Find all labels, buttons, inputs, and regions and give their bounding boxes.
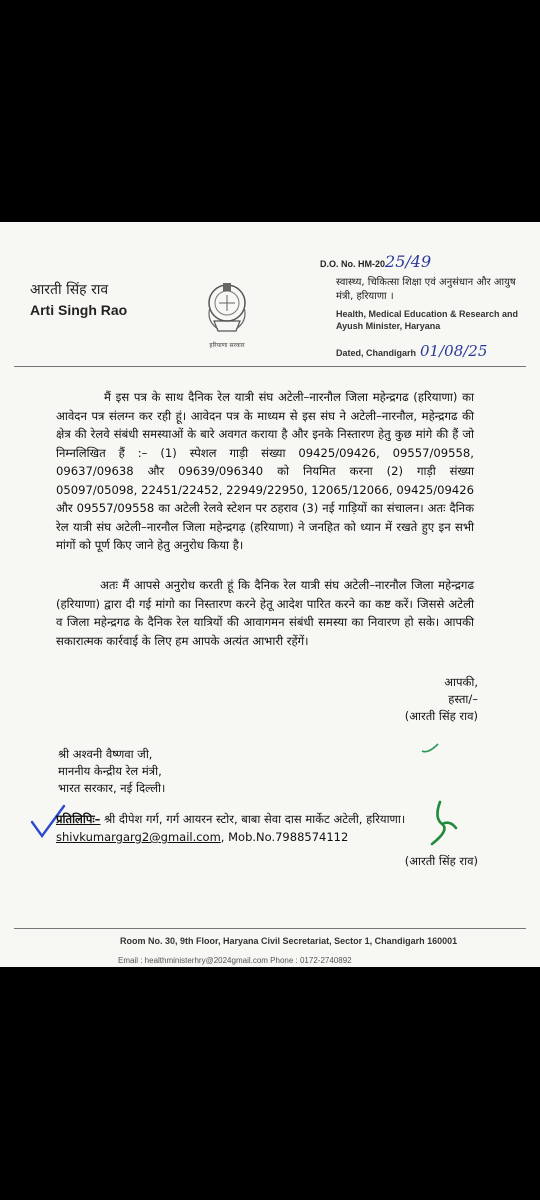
office-title-english: Health, Medical Education & Research and Ayush Minister, Haryana xyxy=(336,309,519,331)
letter-paragraph-1: मैं इस पत्र के साथ दैनिक रेल यात्री संघ अटेली–नारनौल जिला महेन्द्रगढ (हरियाणा) का आवेदन पत्र संलग्न कर रही हूं। आवेदन पत्र के माध्यम से इस संघ ने अटेली–नारनौल, महेन्द्रगढ की क्षेत्र की रेलवे संबंधी समस्याओं के बारे अवगत कराया है और इनके निस्तारण हेतु कुछ मांगे की हैं जो निम्नलिखित हैं :– (1) स्पेशल गाड़ी संख्या 09425/09426, 09557/09558, 09637/09638 और 09639/096340 को नियमित करना (2) गाड़ी संख्या 05097/05098, 22451/22452, 22949/22950, 12065/12066, 09425/09426 और 09557/09558 का अटेली रेलवे स्टेशन पर ठहराव (3) नई गाड़ियों का संचालन। अतः दैनिक रेल यात्री संघ अटेली–नारनौल जिला महेन्द्रगढ़ (हरियाणा) ने जनहित को ध्यान में रखते हुए इन सभी मांगों को पूर्ण किए जाने हेतु अनुरोध किया है। xyxy=(56,390,474,552)
copy-signature-name: (आरती सिंह राव) xyxy=(404,854,478,868)
addressee-line: श्री अश्वनी वैष्णवा जी, xyxy=(58,747,153,761)
footer-divider xyxy=(14,928,526,929)
letter-paragraph-2: अतः मैं आपसे अनुरोध करती हूं कि दैनिक रेल यात्री संघ अटेली–नारनौल जिला महेन्द्रगढ (हरियाणा) द्वारा दी गई मांगो का निस्तारण करने हेतू आदेश पारित करने का कष्ट करें। जिससे अटेली व जिला महेन्द्रगढ के दैनिक रेल यात्रियों की आवागमन संबंधी समस्या का निवारण हो सके। आपकी सकारात्मक कार्रवाई के लिए हम आपके अत्यंत आभारी रहेंगें। xyxy=(56,578,474,648)
dated-label: Dated, Chandigarh xyxy=(336,348,417,358)
copy-to-mobile: , Mob.No.7988574112 xyxy=(220,830,349,844)
copy-to-text: श्री दीपेश गर्ग, गर्ग आयरन स्टोर, बाबा सेवा दास मार्केट अटेली, हरियाणा। xyxy=(100,812,406,826)
addressee-block xyxy=(58,746,165,797)
signoff-block xyxy=(405,674,478,725)
sender-name-english: Arti Singh Rao xyxy=(30,302,128,318)
signoff-closing: आपकी, xyxy=(444,675,478,689)
office-title-hindi: स्वास्थ्य, चिकित्सा शिक्षा एवं अनुसंधान और आयुष मंत्री, हरियाणा । xyxy=(336,277,516,302)
copy-to-label: प्रतिलिपिः– xyxy=(56,812,101,826)
signoff-sign: हस्ता/– xyxy=(448,692,478,706)
footer-address: Room No. 30, 9th Floor, Haryana Civil Secretariat, Sector 1, Chandigarh 160001 xyxy=(120,936,458,946)
reference-handwritten: 25/49 xyxy=(385,252,432,271)
green-signature-icon xyxy=(420,798,460,848)
dated-line xyxy=(336,342,487,360)
sender-name-hindi: आरती सिंह राव xyxy=(30,282,109,298)
haryana-emblem xyxy=(196,277,258,357)
addressee-line: भारत सरकार, नई दिल्ली। xyxy=(58,781,166,795)
signoff-name: (आरती सिंह राव) xyxy=(404,709,478,723)
dated-handwritten: 01/08/25 xyxy=(420,342,488,360)
emblem-caption: हरियाणा सरकार xyxy=(209,342,245,349)
reference-label: D.O. No. HM-20 xyxy=(320,259,386,269)
footer-contact: Email : healthministerhry@2024gmail.com Phone : 0172-2740892 xyxy=(118,956,352,965)
addressee-line: माननीय केन्द्रीय रेल मंत्री, xyxy=(58,764,162,778)
letter-document xyxy=(0,222,540,967)
reference-number xyxy=(320,252,431,271)
header-divider xyxy=(14,366,526,367)
copy-to-email[interactable]: shivkumargarg2@gmail.com xyxy=(56,830,221,844)
tick-mark-icon xyxy=(420,742,440,756)
state-emblem-icon xyxy=(196,277,258,345)
